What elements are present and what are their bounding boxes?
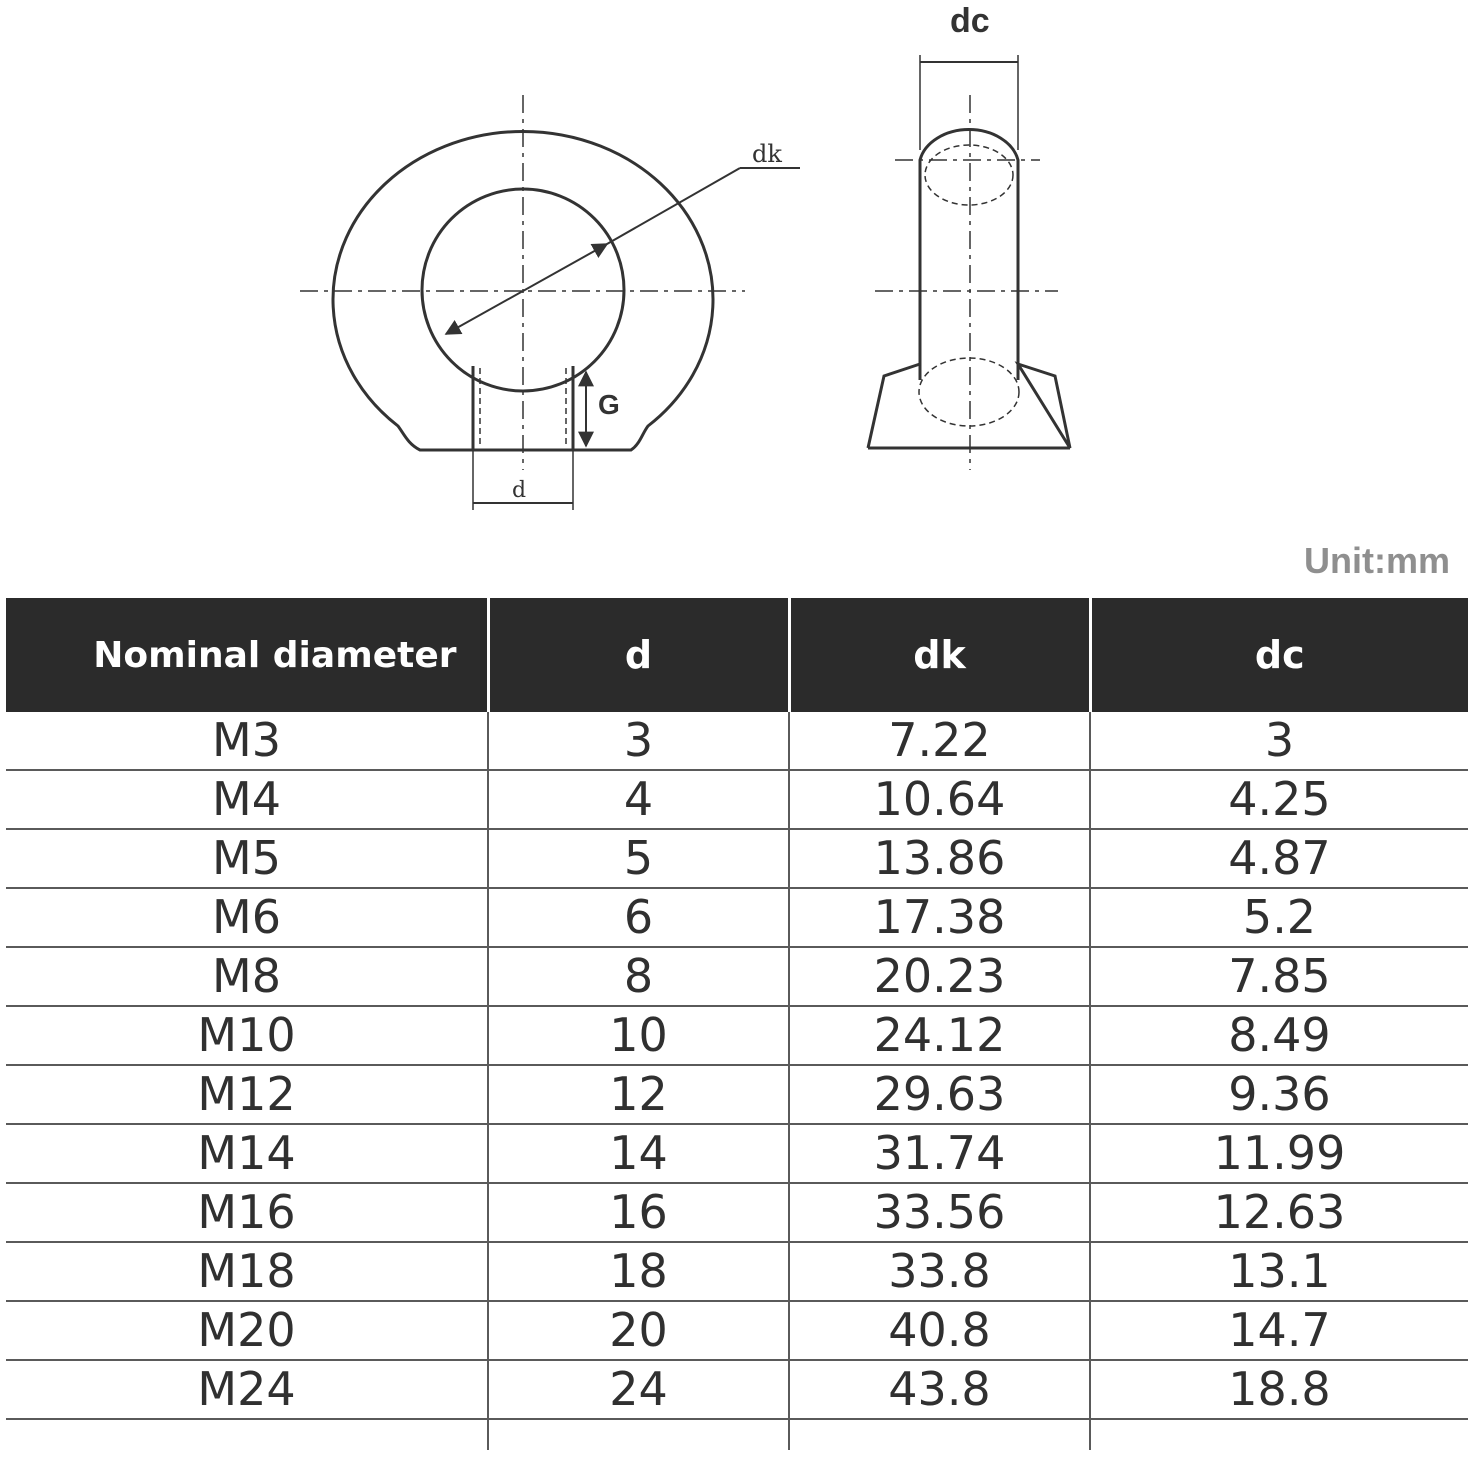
cell-dc: 4.25 bbox=[1090, 770, 1468, 829]
filler-cell bbox=[1090, 1419, 1468, 1450]
g-label: G bbox=[598, 389, 620, 420]
unit-label: Unit:mm bbox=[1304, 540, 1450, 581]
table-filler-row bbox=[6, 1419, 1468, 1450]
filler-cell bbox=[6, 1419, 488, 1450]
cell-nominal: M24 bbox=[6, 1360, 488, 1419]
cell-dc: 12.63 bbox=[1090, 1183, 1468, 1242]
cell-dc: 14.7 bbox=[1090, 1301, 1468, 1360]
cell-nominal: M8 bbox=[6, 947, 488, 1006]
eye-nut-dimension-table bbox=[6, 598, 1468, 1450]
cell-d: 4 bbox=[488, 770, 789, 829]
table-row bbox=[6, 770, 1468, 829]
cell-nominal: M20 bbox=[6, 1301, 488, 1360]
cell-dc: 5.2 bbox=[1090, 888, 1468, 947]
table-row bbox=[6, 1006, 1468, 1065]
table-row bbox=[6, 829, 1468, 888]
cell-dc: 3 bbox=[1090, 712, 1468, 770]
dk-label: dk bbox=[752, 140, 782, 168]
cell-nominal: M4 bbox=[6, 770, 488, 829]
cell-dc: 11.99 bbox=[1090, 1124, 1468, 1183]
cell-d: 8 bbox=[488, 947, 789, 1006]
cell-dk: 13.86 bbox=[789, 829, 1090, 888]
cell-dk: 33.56 bbox=[789, 1183, 1090, 1242]
cell-dc: 13.1 bbox=[1090, 1242, 1468, 1301]
cell-dk: 7.22 bbox=[789, 712, 1090, 770]
cell-dk: 10.64 bbox=[789, 770, 1090, 829]
cell-d: 16 bbox=[488, 1183, 789, 1242]
cell-dc: 7.85 bbox=[1090, 947, 1468, 1006]
eye-nut-technical-drawing bbox=[0, 0, 1474, 560]
cell-d: 10 bbox=[488, 1006, 789, 1065]
ring-top-section bbox=[925, 145, 1013, 205]
cell-dk: 33.8 bbox=[789, 1242, 1090, 1301]
header-dc: dc bbox=[1090, 598, 1468, 712]
header-d: d bbox=[488, 598, 789, 712]
dk-dimension-arrow bbox=[446, 244, 607, 334]
cell-dc: 18.8 bbox=[1090, 1360, 1468, 1419]
cell-dc: 8.49 bbox=[1090, 1006, 1468, 1065]
d-label: d bbox=[512, 478, 527, 503]
table-row bbox=[6, 1065, 1468, 1124]
filler-cell bbox=[488, 1419, 789, 1450]
cell-d: 3 bbox=[488, 712, 789, 770]
dk-leader-line bbox=[607, 168, 740, 244]
cell-nominal: M16 bbox=[6, 1183, 488, 1242]
ring-profile bbox=[920, 130, 1018, 380]
front-view bbox=[300, 95, 800, 510]
cell-nominal: M3 bbox=[6, 712, 488, 770]
table-row bbox=[6, 1124, 1468, 1183]
filler-cell bbox=[789, 1419, 1090, 1450]
cell-dc: 4.87 bbox=[1090, 829, 1468, 888]
cell-dk: 43.8 bbox=[789, 1360, 1090, 1419]
table-row bbox=[6, 712, 1468, 770]
cell-dk: 40.8 bbox=[789, 1301, 1090, 1360]
cell-nominal: M6 bbox=[6, 888, 488, 947]
header-dk: dk bbox=[789, 598, 1090, 712]
cell-dk: 17.38 bbox=[789, 888, 1090, 947]
cell-nominal: M10 bbox=[6, 1006, 488, 1065]
cell-nominal: M18 bbox=[6, 1242, 488, 1301]
cell-nominal: M14 bbox=[6, 1124, 488, 1183]
table-row bbox=[6, 1360, 1468, 1419]
cell-nominal: M5 bbox=[6, 829, 488, 888]
cell-dc: 9.36 bbox=[1090, 1065, 1468, 1124]
dc-label: dc bbox=[950, 2, 990, 40]
header-nominal-diameter: Nominal diameter bbox=[6, 598, 488, 712]
table-row bbox=[6, 1183, 1468, 1242]
cell-d: 12 bbox=[488, 1065, 789, 1124]
cell-d: 14 bbox=[488, 1124, 789, 1183]
base-profile bbox=[868, 364, 1070, 448]
cell-nominal: M12 bbox=[6, 1065, 488, 1124]
cell-d: 20 bbox=[488, 1301, 789, 1360]
table-header-row bbox=[6, 598, 1468, 712]
cell-d: 6 bbox=[488, 888, 789, 947]
cell-dk: 31.74 bbox=[789, 1124, 1090, 1183]
table-row bbox=[6, 1242, 1468, 1301]
cell-dk: 20.23 bbox=[789, 947, 1090, 1006]
cell-dk: 29.63 bbox=[789, 1065, 1090, 1124]
cell-d: 18 bbox=[488, 1242, 789, 1301]
cell-dk: 24.12 bbox=[789, 1006, 1090, 1065]
cell-d: 24 bbox=[488, 1360, 789, 1419]
table-row bbox=[6, 1301, 1468, 1360]
cell-d: 5 bbox=[488, 829, 789, 888]
side-view bbox=[868, 55, 1070, 470]
table-row bbox=[6, 947, 1468, 1006]
ring-bottom-section bbox=[919, 358, 1019, 426]
table-row bbox=[6, 888, 1468, 947]
